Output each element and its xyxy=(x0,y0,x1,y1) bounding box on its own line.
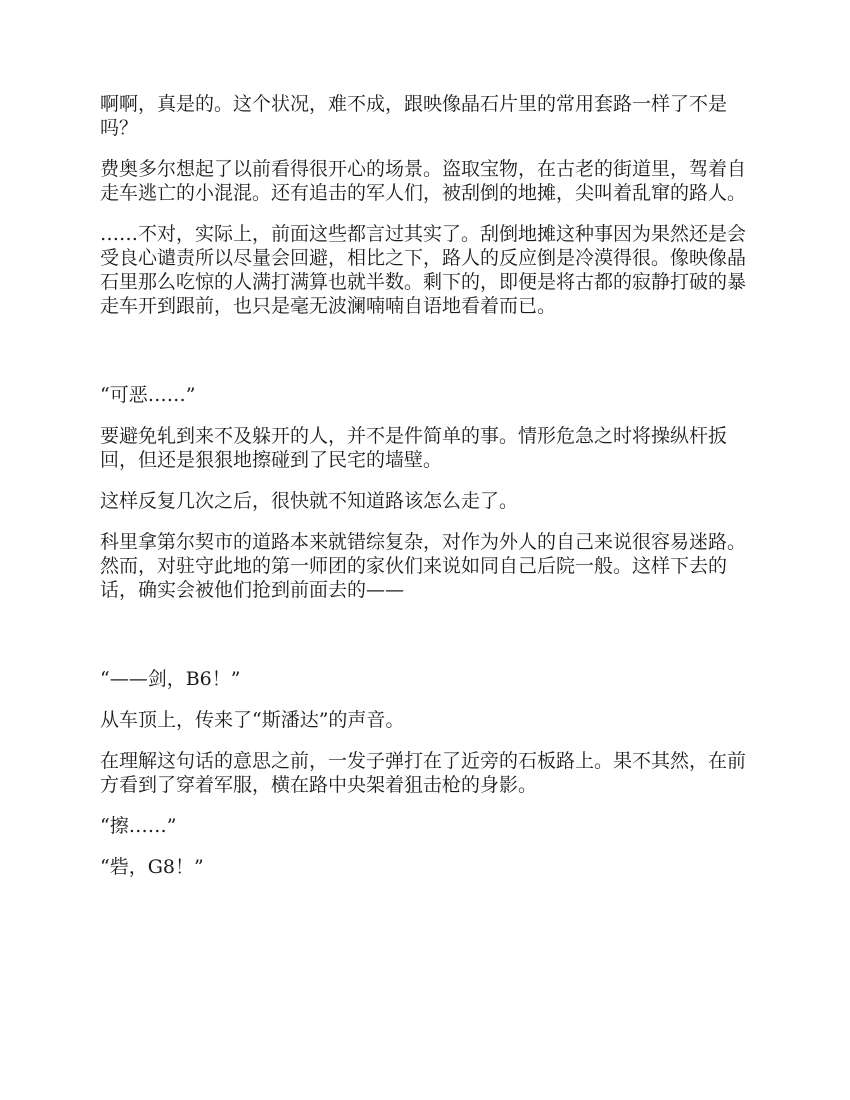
dialogue-line: “可恶……” xyxy=(100,384,196,406)
paragraph: ……不对，实际上，前面这些都言过其实了。刮倒地摊这种事因为果然还是会受良心谴责所以尽量会回避，相比之下，路人的反应倒是冷漠得很。像映像晶石里那么吃惊的人满打满算也就半数。剩下的，即便是将古都的寂静打破的暴走车开到跟前，也只是毫无波澜喃喃自语地看着而已。 xyxy=(100,223,747,317)
paragraph: 科里拿第尔契市的道路本来就错综复杂，对作为外人的自己来说很容易迷路。然而，对驻守此地的第一师团的家伙们来说如同自己后院一般。这样下去的话，确实会被他们抢到前面去的—— xyxy=(100,531,747,601)
paragraph: 费奥多尔想起了以前看得很开心的场景。盗取宝物，在古老的街道里，驾着自走车逃亡的小混混。还有追击的军人们，被刮倒的地摊，尖叫着乱窜的路人。 xyxy=(100,158,747,204)
paragraph: 啊啊，真是的。这个状况，难不成，跟映像晶石片里的常用套路一样了不是吗？ xyxy=(100,93,728,139)
paragraph: 从车顶上，传来了“斯潘达”的声音。 xyxy=(100,709,405,731)
scene-break xyxy=(100,619,750,667)
dialogue-line: “——剑，B6！” xyxy=(100,668,241,690)
paragraph: 这样反复几次之后，很快就不知道路该怎么走了。 xyxy=(100,490,519,512)
scene-break xyxy=(100,335,750,383)
dialogue-line: “砦，G8！” xyxy=(100,856,204,878)
document-page xyxy=(100,92,750,896)
paragraph: 要避免轧到来不及躲开的人，并不是件简单的事。情形危急之时将操纵杆扳回，但还是狠狠地擦碰到了民宅的墙壁。 xyxy=(100,425,728,471)
dialogue-line: “擦……” xyxy=(100,815,177,837)
paragraph: 在理解这句话的意思之前，一发子弹打在了近旁的石板路上。果不其然，在前方看到了穿着军服，横在路中央架着狙击枪的身影。 xyxy=(100,750,747,796)
